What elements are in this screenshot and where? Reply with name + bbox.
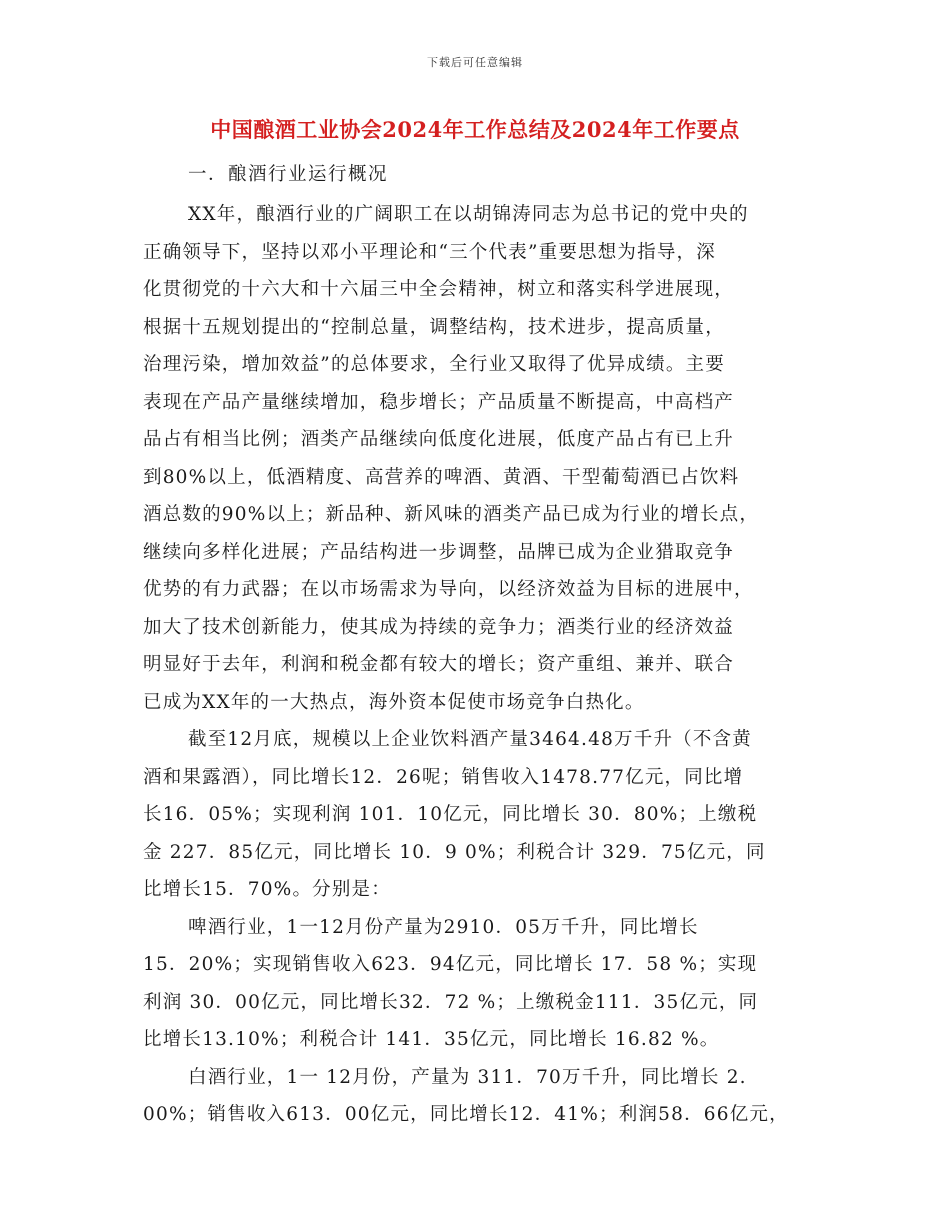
paragraph-line: 15．20%；实现销售收入623．94亿元，同比增长 17．58 %；实现 [143,954,758,975]
paragraph-line: 根据十五规划提出的“控制总量，调整结构，技术进步，提高质量， [143,316,725,338]
paragraph-line: 正确领导下，坚持以邓小平理论和“三个代表”重要思想为指导，深 [143,241,716,263]
paragraph-line: 比增长15．70%。分别是： [143,879,391,900]
paragraph [143,196,813,721]
paragraph-line: 00%；销售收入613．00亿元，同比增长12．41%；利润58．66亿元， [143,1104,789,1125]
paragraph-line: 优势的有力武器；在以市场需求为导向，以经济效益为目标的进展中， [143,579,754,600]
paragraph-line: 已成为XX年的一大热点，海外资本促使市场竞争白热化。 [143,691,645,713]
paragraph-line: 表现在产品产量继续增加，稳步增长；产品质量不断提高，中高档产 [143,391,735,413]
paragraph [143,1059,813,1134]
paragraph-line: 到80%以上，低酒精度、高营养的啤酒、黄酒、干型葡萄酒已占饮料 [143,466,740,488]
paragraph-line: 截至12月底，规模以上企业饮料酒产量3464.48万千升（不含黄 [188,729,752,750]
paragraph-line: 化贯彻党的十六大和十六届三中全会精神，树立和落实科学进展现， [143,279,735,300]
paragraph-line: 明显好于去年，利润和税金都有较大的增长；资产重组、兼并、联合 [143,654,735,675]
document-title: 中国酿酒工业协会2024年工作总结及2024年工作要点 [210,117,740,142]
paragraph [143,721,813,909]
paragraph-line: 啤酒行业，1一12月份产量为2910．05万千升，同比增长 [188,916,699,938]
paragraph-line: 继续向多样化进展；产品结构进一步调整，品牌已成为企业猎取竞争 [143,541,735,563]
header-note: 下载后可任意编辑 [427,56,523,69]
document-body [143,196,813,1134]
section-heading: 一．酿酒行业运行概况 [188,164,389,185]
paragraph-line: 品占有相当比例；酒类产品继续向低度化进展，低度产品占有已上升 [143,429,735,450]
paragraph-line: 治理污染，增加效益”的总体要求，全行业又取得了优异成绩。主要 [143,354,725,375]
paragraph-line: 酒和果露酒），同比增长12．26呢；销售收入1478.77亿元，同比增 [143,766,744,788]
paragraph-line: 加大了技术创新能力，使其成为持续的竞争力；酒类行业的经济效益 [143,616,735,638]
paragraph-line: 酒总数的90%以上；新品种、新风味的酒类产品已成为行业的增长点， [143,504,760,525]
paragraph-line: XX年，酿酒行业的广阔职工在以胡锦涛同志为总书记的党中央的 [188,204,749,225]
paragraph [143,909,813,1059]
paragraph-line: 白酒行业，1一 12月份，产量为 311．70万千升，同比增长 2. [188,1066,747,1088]
paragraph-line: 比增长13.10%；利税合计 141．35亿元，同比增长 16.82 %。 [143,1029,720,1050]
paragraph-line: 金 227．85亿元，同比增长 10．9 0%；利税合计 329．75亿元，同 [143,841,766,863]
paragraph-line: 利润 30．00亿元，同比增长32．72 %；上缴税金111．35亿元，同 [143,991,759,1013]
paragraph-line: 长16．05%；实现利润 101．10亿元，同比增长 30．80%；上缴税 [143,804,758,825]
